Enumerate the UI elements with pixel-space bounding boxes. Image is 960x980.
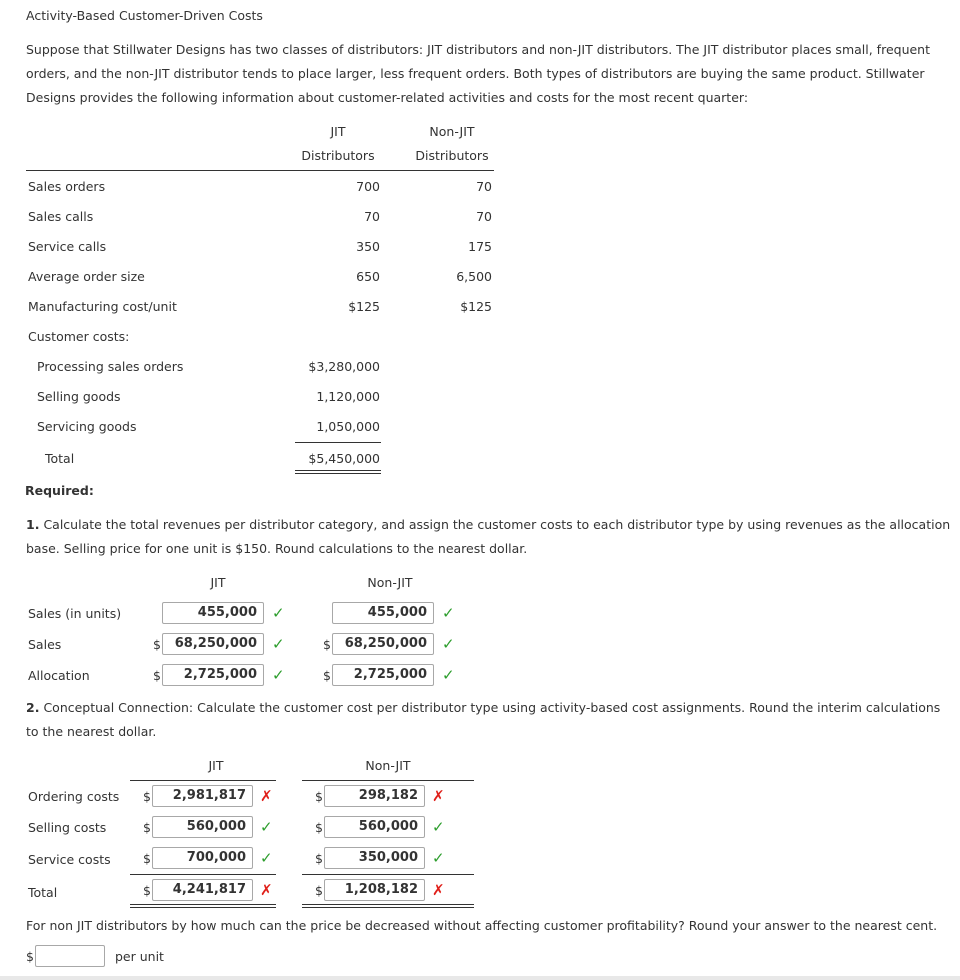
q1-col-header-nonjit: Non-JIT — [367, 575, 413, 590]
info-row-jit: 650 — [356, 269, 380, 284]
cost-total-double-underline — [295, 470, 381, 474]
dollar-sign: $ — [315, 851, 323, 866]
info-row-label: Manufacturing cost/unit — [28, 299, 177, 314]
info-row-nonjit: $125 — [460, 299, 492, 314]
q2-total-jit-input[interactable]: 4,241,817 — [152, 879, 253, 901]
cross-icon: ✗ — [260, 787, 273, 805]
dollar-sign: $ — [323, 668, 331, 683]
q2-ordering-nonjit-input[interactable]: 298,182 — [324, 785, 425, 807]
info-row-label: Sales calls — [28, 209, 94, 224]
cross-icon: ✗ — [260, 881, 273, 899]
check-icon: ✓ — [272, 666, 285, 684]
q2-row-label: Ordering costs — [28, 789, 120, 804]
customer-costs-label: Customer costs: — [28, 329, 130, 344]
info-row-jit: 350 — [356, 239, 380, 254]
page-title: Activity-Based Customer-Driven Costs — [26, 8, 263, 23]
q2-total-nonjit-input[interactable]: 1,208,182 — [324, 879, 425, 901]
check-icon: ✓ — [432, 818, 445, 836]
info-row-jit: 70 — [364, 209, 380, 224]
q1-col-header-jit: JIT — [210, 575, 226, 590]
question-1-number: 1. — [26, 517, 40, 532]
cost-total-label: Total — [45, 451, 75, 466]
q2-total-double-underline-jit — [130, 904, 276, 908]
cost-row-value: $3,280,000 — [308, 359, 380, 374]
info-row-label: Average order size — [28, 269, 145, 284]
price-decrease-input[interactable] — [35, 945, 105, 967]
info-row-nonjit: 6,500 — [456, 269, 492, 284]
col-header-jit-line1: JIT — [330, 124, 346, 139]
q1-allocation-jit-input[interactable]: 2,725,000 — [162, 664, 264, 686]
question-1-text — [26, 513, 954, 561]
info-row-nonjit: 70 — [476, 179, 492, 194]
check-icon: ✓ — [442, 635, 455, 653]
cost-row-value: 1,120,000 — [316, 389, 380, 404]
q1-sales-units-jit-input[interactable]: 455,000 — [162, 602, 264, 624]
info-row-nonjit: 70 — [476, 209, 492, 224]
cost-row-value: 1,050,000 — [316, 419, 380, 434]
q2-ordering-jit-input[interactable]: 2,981,817 — [152, 785, 253, 807]
q1-sales-units-nonjit-input[interactable]: 455,000 — [332, 602, 434, 624]
q1-row-label: Allocation — [28, 668, 90, 683]
col-header-jit-line2: Distributors — [301, 148, 375, 163]
q2-header-divider-nonjit — [302, 780, 474, 781]
intro-paragraph: Suppose that Stillwater Designs has two classes of distributors: JIT distributors and non-JIT distributors. The JIT distributor places small, frequent orders, and the non-JIT distributor tends to place larger, less frequent orders. Both types of distributors are buying the same product. Stillwater Designs provides the following information about customer-related activities and costs for the most recent quarter: — [26, 42, 931, 105]
q1-sales-jit-input[interactable]: 68,250,000 — [162, 633, 264, 655]
q2-subtotal-divider-nonjit — [302, 874, 474, 875]
col-header-nonjit-line1: Non-JIT — [429, 124, 475, 139]
q2-row-label: Total — [28, 885, 58, 900]
info-row-jit: $125 — [348, 299, 380, 314]
info-row-jit: 700 — [356, 179, 380, 194]
q2-total-double-underline-nonjit — [302, 904, 474, 908]
check-icon: ✓ — [272, 604, 285, 622]
dollar-sign: $ — [315, 883, 323, 898]
check-icon: ✓ — [432, 849, 445, 867]
header-divider — [26, 170, 494, 171]
dollar-sign: $ — [26, 949, 34, 964]
dollar-sign: $ — [153, 668, 161, 683]
q2-selling-nonjit-input[interactable]: 560,000 — [324, 816, 425, 838]
q2-row-label: Service costs — [28, 852, 111, 867]
q2-col-header-nonjit: Non-JIT — [365, 758, 411, 773]
dollar-sign: $ — [153, 637, 161, 652]
dollar-sign: $ — [315, 820, 323, 835]
per-unit-label: per unit — [115, 949, 164, 964]
check-icon: ✓ — [260, 818, 273, 836]
question-2-text — [26, 696, 954, 744]
dollar-sign: $ — [143, 883, 151, 898]
check-icon: ✓ — [442, 604, 455, 622]
info-row-label: Service calls — [28, 239, 107, 254]
check-icon: ✓ — [442, 666, 455, 684]
q1-sales-nonjit-input[interactable]: 68,250,000 — [332, 633, 434, 655]
info-row-label: Sales orders — [28, 179, 106, 194]
check-icon: ✓ — [272, 635, 285, 653]
cost-row-label: Selling goods — [37, 389, 121, 404]
info-row-nonjit: 175 — [468, 239, 492, 254]
bottom-border — [0, 976, 960, 980]
q2-header-divider-jit — [130, 780, 276, 781]
question-2-number: 2. — [26, 700, 40, 715]
required-label: Required: — [25, 483, 94, 498]
cross-icon: ✗ — [432, 881, 445, 899]
q2-col-header-jit: JIT — [208, 758, 224, 773]
dollar-sign: $ — [143, 851, 151, 866]
dollar-sign: $ — [143, 820, 151, 835]
cost-subtotal-divider — [295, 442, 381, 443]
dollar-sign: $ — [315, 789, 323, 804]
cost-row-label: Processing sales orders — [37, 359, 184, 374]
col-header-nonjit-line2: Distributors — [415, 148, 489, 163]
question-3-text: For non JIT distributors by how much can the price be decreased without affecting customer profitability? Round your answer to the nearest cent. — [26, 918, 938, 933]
question-2-body: Conceptual Connection: Calculate the customer cost per distributor type using activity-based cost assignments. Round the interim calculations to the nearest dollar. — [26, 700, 941, 739]
check-icon: ✓ — [260, 849, 273, 867]
dollar-sign: $ — [143, 789, 151, 804]
cross-icon: ✗ — [432, 787, 445, 805]
q2-selling-jit-input[interactable]: 560,000 — [152, 816, 253, 838]
question-1-body: Calculate the total revenues per distributor category, and assign the customer costs to each distributor type by using revenues as the allocation base. Selling price for one unit is $150. Round calculations to the nearest dollar. — [26, 517, 951, 556]
cost-total-value: $5,450,000 — [308, 451, 380, 466]
q1-row-label: Sales (in units) — [28, 606, 122, 621]
q2-row-label: Selling costs — [28, 820, 107, 835]
q2-subtotal-divider-jit — [130, 874, 276, 875]
q2-service-jit-input[interactable]: 700,000 — [152, 847, 253, 869]
q2-service-nonjit-input[interactable]: 350,000 — [324, 847, 425, 869]
dollar-sign: $ — [323, 637, 331, 652]
cost-row-label: Servicing goods — [37, 419, 137, 434]
q1-row-label: Sales — [28, 637, 62, 652]
q1-allocation-nonjit-input[interactable]: 2,725,000 — [332, 664, 434, 686]
